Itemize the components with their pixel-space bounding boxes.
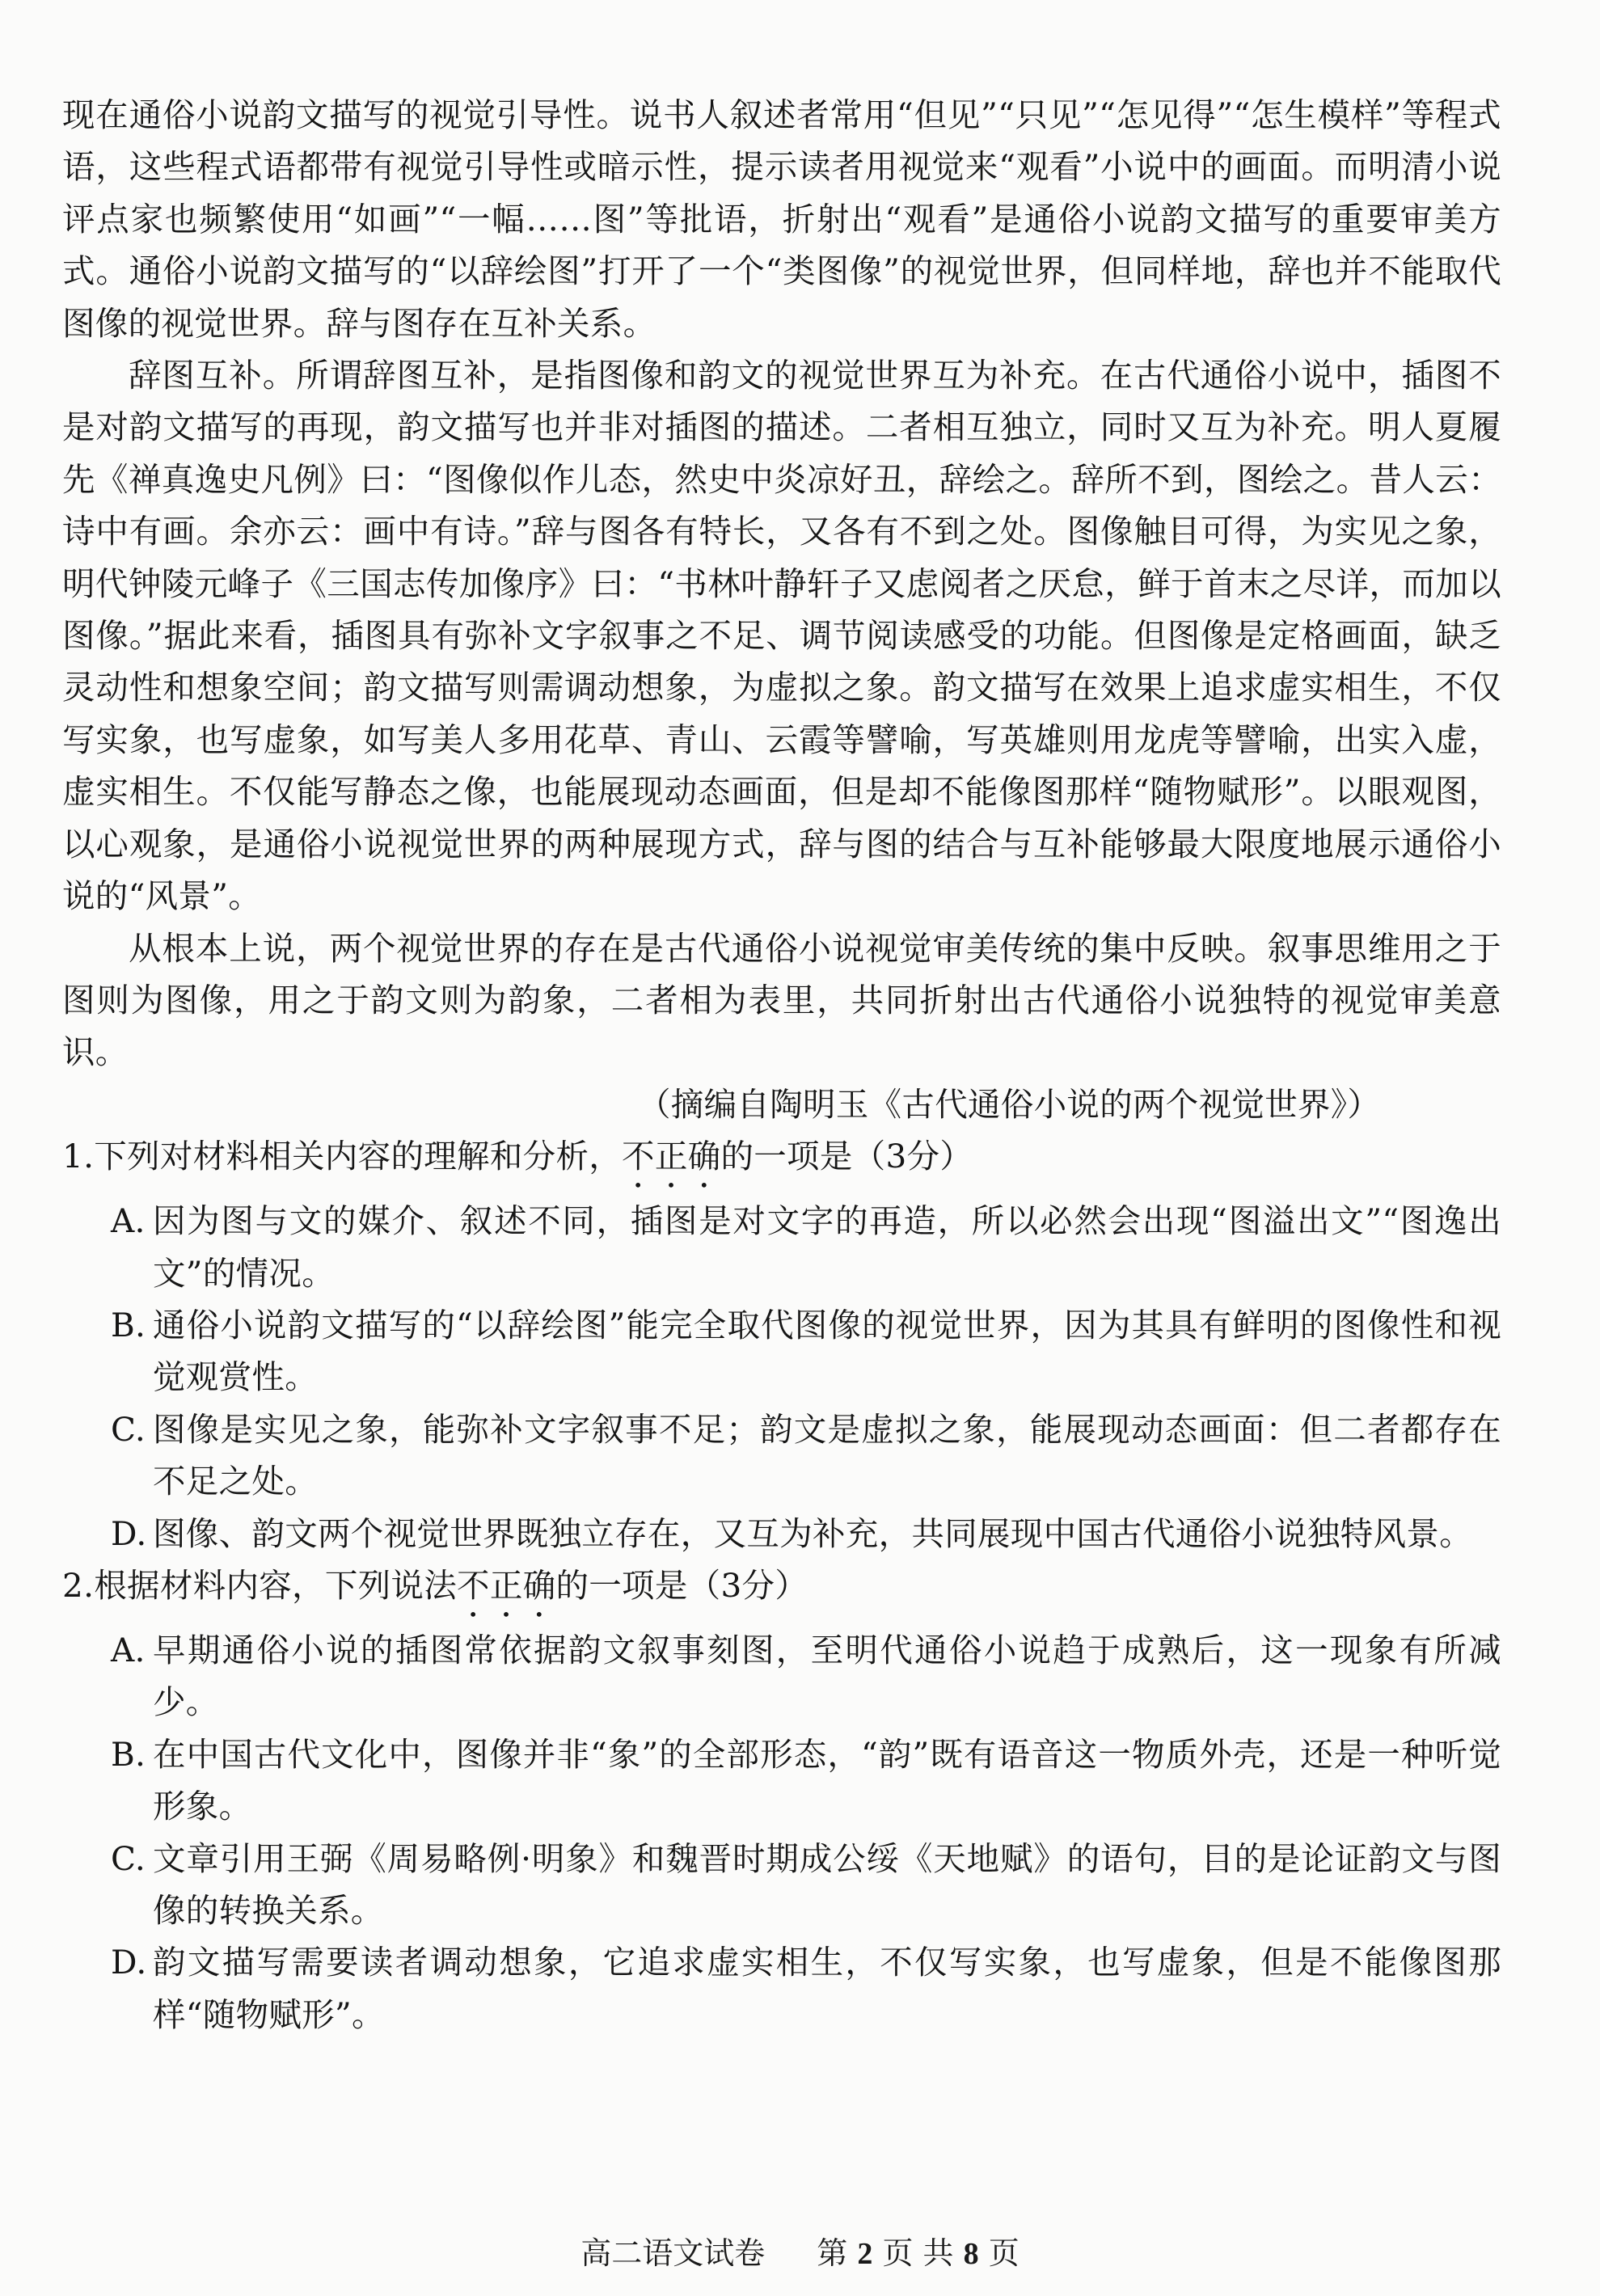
option-letter: A. <box>111 1630 146 1669</box>
question-1-option-a <box>62 1195 1501 1299</box>
question-2-option-a <box>62 1624 1501 1728</box>
footer-page-middle: 页 共 <box>882 2235 954 2271</box>
page-footer <box>0 2228 1600 2273</box>
question-1-option-d <box>62 1508 1501 1560</box>
option-text: 因为图与文的媒介、叙述不同，插图是对文字的再造，所以必然会出现“图溢出文”“图逸出文”的情况。 <box>153 1201 1501 1293</box>
option-text: 图像、韵文两个视觉世界既独立存在，又互为补充，共同展现中国古代通俗小说独特风景。 <box>153 1513 1472 1553</box>
question-1 <box>62 1130 1501 1560</box>
option-letter: C. <box>111 1838 146 1878</box>
footer-page-suffix: 页 <box>988 2235 1020 2271</box>
option-text: 文章引用王弼《周易略例·明象》和魏晋时期成公绥《天地赋》的语句，目的是论证韵文与图像的转换关系。 <box>153 1838 1501 1930</box>
passage-source: （摘编自陶明玉《古代通俗小说的两个视觉世界》） <box>638 1084 1381 1124</box>
question-1-option-c <box>62 1403 1501 1508</box>
option-text: 通俗小说韵文描写的“以辞绘图”能完全取代图像的视觉世界，因为其具有鲜明的图像性和视觉观赏性。 <box>153 1305 1501 1397</box>
footer-page-total: 8 <box>963 2237 979 2271</box>
question-2-option-c <box>62 1833 1501 1937</box>
passage-paragraph-2: 辞图互补。所谓辞图互补，是指图像和韵文的视觉世界互为补充。在古代通俗小说中，插图不是对韵文描写的再现，韵文描写也并非对插图的描述。二者相互独立，同时又互为补充。明人夏履先《禅真逸史凡例》曰：“图像似作儿态，然史中炎凉好丑，辞绘之。辞所不到，图绘之。昔人云：诗中有画。余亦云：画中有诗。”辞与图各有特长，又各有不到之处。图像触目可得，为实见之象，明代钟陵元峰子《三国志传加像序》曰：“书林叶静轩子又虑阅者之厌怠，鲜于首末之尽详，而加以图像。”据此来看，插图具有弥补文字叙事之不足、调节阅读感受的功能。但图像是定格画面，缺乏灵动性和想象空间；韵文描写则需调动想象，为虚拟之象。韵文描写在效果上追求虚实相生，不仅写实象，也写虚象，如写美人多用花草、青山、云霞等譬喻，写英雄则用龙虎等譬喻，出实入虚，虚实相生。不仅能写静态之像，也能展现动态画面，但是却不能像图那样“随物赋形”。以眼观图，以心观象，是通俗小说视觉世界的两种展现方式，辞与图的结合与互补能够最大限度地展示通俗小说的“风景”。 <box>62 356 1501 916</box>
passage-paragraph-3: 从根本上说，两个视觉世界的存在是古代通俗小说视觉审美传统的集中反映。叙事思维用之于图则为图像，用之于韵文则为韵象，二者相为表里，共同折射出古代通俗小说独特的视觉审美意识。 <box>62 928 1501 1072</box>
question-1-stem-before: 1.下列对材料相关内容的理解和分析， <box>62 1137 623 1176</box>
option-letter: C. <box>111 1409 146 1449</box>
passage-paragraph-1: 现在通俗小说韵文描写的视觉引导性。说书人叙述者常用“但见”“只见”“怎见得”“怎生模样”等程式语，这些程式语都带有视觉引导性或暗示性，提示读者用视觉来“观看”小说中的画面。而明清小说评点家也频繁使用“如画”“一幅……图”等批语，折射出“观看”是通俗小说韵文描写的重要审美方式。通俗小说韵文描写的“以辞绘图”打开了一个“类图像”的视觉世界，但同样地，辞也并不能取代图像的视觉世界。辞与图存在互补关系。 <box>62 95 1501 343</box>
option-letter: A. <box>111 1201 146 1241</box>
question-1-option-b <box>62 1299 1501 1403</box>
option-letter: B. <box>111 1734 146 1774</box>
footer-page-current: 2 <box>857 2237 873 2271</box>
question-1-stem-after: 的一项是（3分） <box>720 1137 973 1176</box>
question-2-option-b <box>62 1728 1501 1833</box>
question-2-stem <box>62 1560 1501 1624</box>
footer-exam-title: 高二语文试卷 <box>580 2235 766 2271</box>
question-1-stem-emphasis: 不正确 <box>622 1137 721 1176</box>
option-letter: D. <box>111 1943 147 1982</box>
option-text: 在中国古代文化中，图像并非“象”的全部形态，“韵”既有语音这一物质外壳，还是一种听觉形象。 <box>153 1734 1501 1826</box>
footer-page-prefix: 第 <box>817 2235 848 2271</box>
question-1-stem <box>62 1130 1501 1195</box>
question-2-stem-before: 2.根据材料内容，下列说法 <box>62 1565 458 1605</box>
option-text: 早期通俗小说的插图常依据韵文叙事刻图，至明代通俗小说趋于成熟后，这一现象有所减少。 <box>153 1630 1501 1722</box>
question-2 <box>62 1560 1501 2041</box>
page-content <box>62 89 1501 2041</box>
option-letter: D. <box>111 1513 147 1553</box>
option-text: 韵文描写需要读者调动想象，它追求虚实相生，不仅写实象，也写虚象，但是不能像图那样“随物赋形”。 <box>153 1943 1501 2034</box>
question-2-stem-after: 的一项是（3分） <box>555 1565 808 1605</box>
option-letter: B. <box>111 1305 146 1344</box>
question-2-stem-emphasis: 不正确 <box>457 1565 556 1605</box>
question-2-option-d <box>62 1936 1501 2041</box>
option-text: 图像是实见之象，能弥补文字叙事不足；韵文是虚拟之象，能展现动态画面：但二者都存在不足之处。 <box>153 1409 1501 1501</box>
